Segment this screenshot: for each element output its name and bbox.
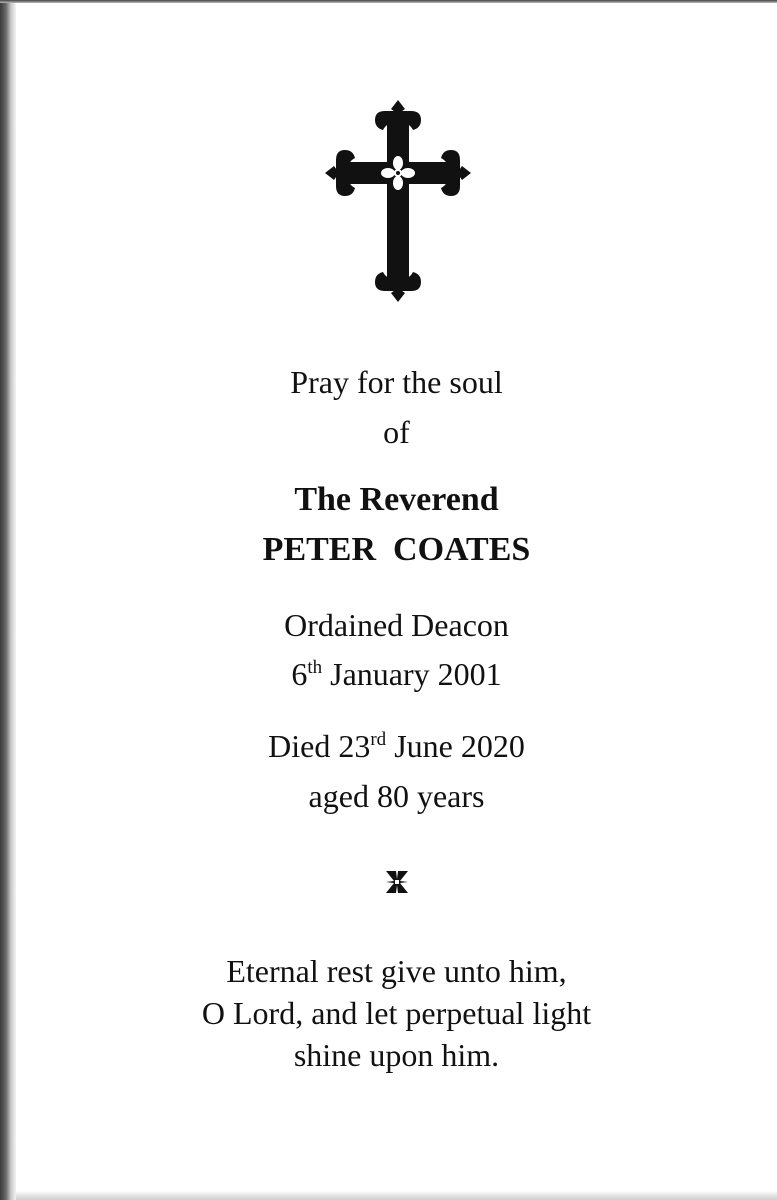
ordination-day-suffix: th: [307, 657, 323, 678]
verse-line-3: shine upon him.: [293, 1037, 500, 1073]
deceased-name: PETER COATES: [262, 531, 531, 568]
age: aged 80 years: [308, 778, 485, 814]
ornate-cross-icon: [325, 100, 471, 302]
verse-line-2: O Lord, and let perpetual light: [201, 995, 592, 1031]
death-prefix: Died 23: [268, 728, 371, 764]
scan-edge-top: [0, 0, 777, 3]
death-day-suffix: rd: [370, 729, 387, 750]
scan-edge-left: [0, 0, 16, 1200]
death-month-year: June 2020: [386, 728, 525, 764]
prayer-line-1: Pray for the soul: [290, 364, 503, 400]
cross-pattee-icon: [385, 870, 409, 894]
scan-edge-bottom: [16, 1191, 777, 1200]
ordination-month-year: January 2001: [322, 656, 502, 692]
prayer-line-2: of: [383, 414, 410, 450]
death-date: [16, 730, 777, 762]
ordination-date: [16, 658, 777, 690]
verse-line-1: Eternal rest give unto him,: [226, 953, 567, 989]
ordination-day: 6: [291, 656, 308, 692]
ordination-label: Ordained Deacon: [284, 607, 509, 643]
title: The Reverend: [294, 481, 499, 518]
